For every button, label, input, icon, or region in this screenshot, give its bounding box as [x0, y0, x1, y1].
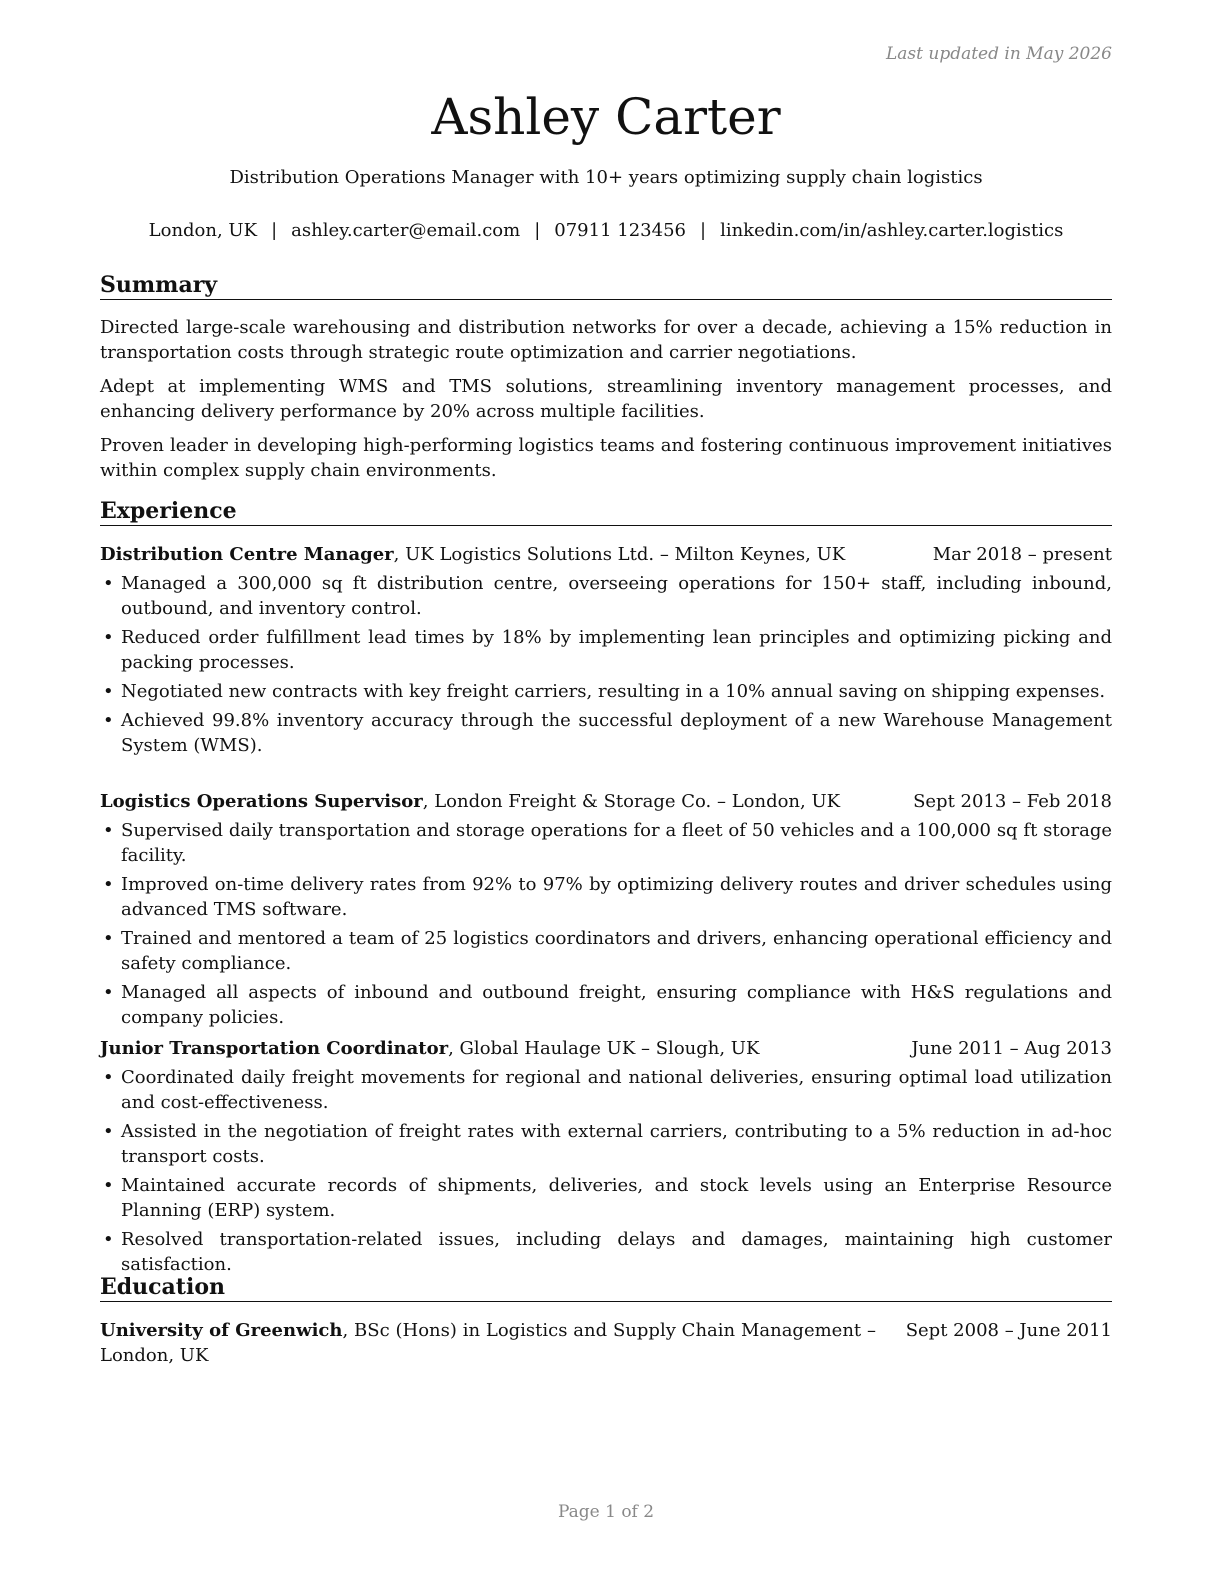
- job-bullet: • Managed all aspects of inbound and outbound freight, ensuring compliance with H&S regulations and company policies.: [103, 982, 1112, 1028]
- bullet-dot-icon: •: [103, 1229, 114, 1250]
- job-bullet: • Achieved 99.8% inventory accuracy through the successful deployment of a new Warehouse Management System (WMS).: [103, 710, 1112, 756]
- contact-separator: |: [534, 220, 541, 241]
- education-entry: [100, 1318, 876, 1368]
- bullet-dot-icon: •: [103, 1175, 114, 1196]
- summary-paragraph: Proven leader in developing high-performing logistics teams and fostering continuous improvement initiatives within complex supply chain environments.: [100, 435, 1112, 481]
- job-role: Distribution Centre Manager: [100, 544, 394, 565]
- job-bullet: • Assisted in the negotiation of freight rates with external carriers, contributing to a 5% reduction in ad-hoc transport costs.: [103, 1121, 1112, 1167]
- job-title-line: [100, 542, 845, 567]
- education-dates: Sept 2008 – June 2011: [905, 1320, 1112, 1341]
- job-company: , UK Logistics Solutions Ltd. – Milton Keynes, UK: [393, 544, 846, 565]
- contact-email[interactable]: ashley.carter@email.com: [291, 220, 521, 241]
- job-bullet-list: [100, 1065, 1112, 1281]
- job-bullet: • Maintained accurate records of shipments, deliveries, and stock levels using an Enterprise Resource Planning (ERP) system.: [103, 1175, 1112, 1221]
- bullet-dot-icon: •: [103, 627, 114, 648]
- job-bullet-list: [100, 571, 1112, 762]
- job-bullet: • Trained and mentored a team of 25 logistics coordinators and drivers, enhancing operational efficiency and safety compliance.: [103, 928, 1112, 974]
- contact-separator: |: [699, 220, 707, 241]
- job-bullet: • Negotiated new contracts with key freight carriers, resulting in a 10% annual saving on shipping expenses.: [103, 681, 1106, 702]
- last-updated-note: Last updated in May 2026: [885, 44, 1112, 64]
- section-title-summary: Summary: [100, 272, 1112, 300]
- page-number: Page 1 of 2: [557, 1502, 655, 1522]
- summary-paragraph: Adept at implementing WMS and TMS solutions, streamlining inventory management processes, and enhancing delivery performance by 20% across multiple facilities.: [100, 376, 1112, 422]
- contact-separator: |: [271, 220, 278, 241]
- contact-linkedin[interactable]: linkedin.com/in/ashley.carter.logistics: [720, 220, 1064, 241]
- education-school: University of Greenwich: [100, 1320, 343, 1341]
- bullet-dot-icon: •: [103, 928, 114, 949]
- job-bullet: • Improved on-time delivery rates from 92% to 97% by optimizing delivery routes and driver schedules using advanced TMS software.: [103, 874, 1112, 920]
- job-role: Logistics Operations Supervisor: [100, 791, 423, 812]
- candidate-headline: Distribution Operations Manager with 10+ years optimizing supply chain logistics: [229, 167, 983, 188]
- candidate-name: Ashley Carter: [431, 88, 781, 146]
- bullet-dot-icon: •: [103, 573, 114, 594]
- bullet-dot-icon: •: [103, 1067, 114, 1088]
- job-company: , Global Haulage UK – Slough, UK: [448, 1038, 760, 1059]
- job-bullet-list: [100, 818, 1112, 1034]
- bullet-dot-icon: •: [103, 874, 114, 895]
- job-bullet: • Reduced order fulfillment lead times by 18% by implementing lean principles and optimizing picking and packing processes.: [103, 627, 1112, 673]
- contact-location: London, UK: [148, 220, 258, 241]
- job-company: , London Freight & Storage Co. – London, UK: [422, 791, 841, 812]
- bullet-dot-icon: •: [103, 681, 114, 702]
- job-dates: Mar 2018 – present: [932, 544, 1112, 565]
- education-degree: , BSc (Hons) in Logistics and Supply Chain Management – London, UK: [100, 1320, 876, 1366]
- bullet-dot-icon: •: [103, 982, 114, 1003]
- job-bullet: • Supervised daily transportation and storage operations for a fleet of 50 vehicles and a 100,000 sq ft storage facility.: [103, 820, 1112, 866]
- job-dates: Sept 2013 – Feb 2018: [913, 791, 1112, 812]
- job-role: Junior Transportation Coordinator: [100, 1038, 449, 1059]
- job-bullet: • Managed a 300,000 sq ft distribution centre, overseeing operations for 150+ staff, including inbound, outbound, and inventory control.: [103, 573, 1112, 619]
- section-title-education: Education: [100, 1274, 1112, 1302]
- job-bullet: • Coordinated daily freight movements for regional and national deliveries, ensuring optimal load utilization and cost-effectiveness.: [103, 1067, 1112, 1113]
- job-title-line: [100, 1036, 759, 1061]
- contact-line: [70, 220, 1142, 241]
- job-dates: June 2011 – Aug 2013: [911, 1038, 1112, 1059]
- resume-page: [100, 0, 1112, 1584]
- bullet-dot-icon: •: [103, 710, 114, 731]
- job-title-line: [100, 789, 840, 814]
- section-title-experience: Experience: [100, 498, 1112, 526]
- job-bullet: • Resolved transportation-related issues, including delays and damages, maintaining high customer satisfaction.: [103, 1229, 1112, 1275]
- bullet-dot-icon: •: [103, 820, 114, 841]
- contact-phone[interactable]: 07911 123456: [554, 220, 686, 241]
- summary-paragraph: Directed large-scale warehousing and distribution networks for over a decade, achieving a 15% reduction in transportation costs through strategic route optimization and carrier negotiations.: [100, 317, 1112, 363]
- bullet-dot-icon: •: [103, 1121, 114, 1142]
